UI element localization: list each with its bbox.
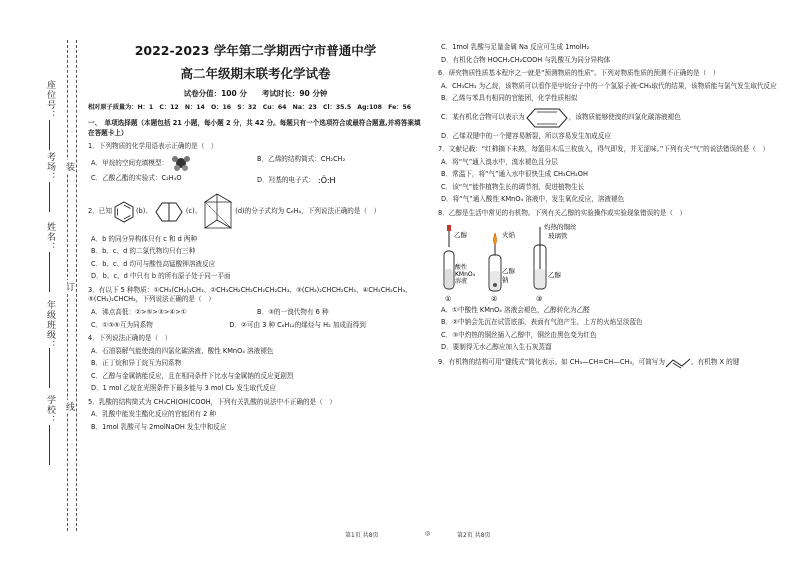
q6-option-c-text-pre: C．某有机化合物可以表示为 xyxy=(441,112,525,121)
question-8: 8．乙醇是生活中常见的有机物。下列有关乙醇的实验操作或实验现象错误的是（ ） xyxy=(438,209,687,218)
q8-option-c[interactable]: C．③中灼热的铜丝插入乙醇中，铜丝由黑色变为红色 xyxy=(441,330,597,339)
exam-room-field[interactable] xyxy=(49,182,50,212)
exam-title-line2: 高二年级期末联考化学试卷 xyxy=(180,66,331,82)
fig-label-sodium: 钠 xyxy=(502,275,509,284)
hydroxyl-electron-formula-icon xyxy=(317,174,339,186)
question-6: 6．研究物质性质基本程序之一就是“预测物质的性质”。下列对物质性质的预测不正确的是（ ） xyxy=(438,69,720,78)
name-label: 姓名： xyxy=(45,222,55,252)
ethanol-experiment-figure xyxy=(440,221,590,303)
q3-option-a[interactable]: A．沸点高低：②>⑤>③>④>① xyxy=(91,308,187,317)
page-footer-left: 第1页 共8页 xyxy=(345,532,379,539)
q5-option-c[interactable]: C．1mol 乳酸与足量金属 Na 反应可生成 1molH₂ xyxy=(441,43,590,51)
fig-label-acid-2: KMnO₄ xyxy=(455,270,476,278)
question-2 xyxy=(88,192,423,232)
right-column xyxy=(438,40,783,369)
fig-label-ethanol-2: 乙醇 xyxy=(502,266,515,275)
question-4: 4．下列说法正确的是（ ） xyxy=(88,334,172,343)
figure-sodium-setup xyxy=(489,233,501,291)
atomic-mass-line: 相对原子质量为：H：1 C：12 N：14 O：16 S：32 Cu：64 Na：23 Cl：35.5 Ag:108 Fe：56 xyxy=(88,104,412,112)
name-field[interactable] xyxy=(49,252,50,292)
q8-option-a[interactable]: A．①中酸性 KMnO₄ 溶液会褪色，乙醇转化为乙醛 xyxy=(441,305,590,314)
q4-option-c[interactable]: C．乙醇与金属钠能反应，且在相同条件下比水与金属钠的反应更剧烈 xyxy=(91,371,294,380)
q2-option-c[interactable]: C．b、c、d 均可与酸性高锰酸钾溶液反应 xyxy=(91,259,216,268)
section-heading: 一、 单项选择题（本题包括 21 小题，每小题 2 分，共 42 分。每题只有一个选项符合或最符合题意,并将答案填在答题卡上） xyxy=(88,119,421,137)
bind-word-zhuang: 装 xyxy=(64,162,74,171)
q8-option-b[interactable]: B．②中钠会先沉在试管底部，表面有气泡产生，上方的火焰呈淡蓝色 xyxy=(441,318,643,327)
fig-label-glass-tube: 玻璃管 xyxy=(548,231,568,240)
q6-option-c-text-post: ，该物质能够使溴的四氯化碳溶液褪色 xyxy=(568,112,681,121)
prismane-structure-icon xyxy=(201,192,235,232)
q2-text-b: (b)、 xyxy=(135,206,152,215)
methane-model-icon xyxy=(170,155,192,171)
q6-option-b[interactable]: B．乙烯与苯具有相同的官能团，化学性质相似 xyxy=(441,94,578,103)
fig-number-3: ③ xyxy=(536,294,543,303)
figure-copper-wire-setup xyxy=(534,227,546,289)
q2-option-d[interactable]: D．b、c、d 中只有 b 的所有原子处于同一平面 xyxy=(91,272,231,281)
question-1-options-ab xyxy=(91,155,423,171)
class-label: 年级班级： xyxy=(45,300,55,350)
seat-label: 座位号： xyxy=(45,80,55,120)
school-field[interactable] xyxy=(49,425,50,465)
dewar-benzene-structure-icon xyxy=(152,200,186,224)
q4-option-a[interactable]: A．石油裂解气能使溴的四氯化碳溶液、酸性 KMnO₄ 溶液褪色 xyxy=(91,346,274,355)
exam-title-line1: 2022-2023 学年第二学期西宁市普通中学 xyxy=(134,43,377,58)
question-1: 1．下列物质的化学用语表示正确的是（ ） xyxy=(88,142,218,151)
q7-option-c[interactable]: C．该“气”能作植物生长的调节剂，促进植物生长 xyxy=(441,182,585,191)
question-3-options-cd xyxy=(91,321,423,331)
q9-text-post: 。有机物 X 的键 xyxy=(691,357,740,366)
fig-label-hot-copper-wire: 灼热的铜丝 xyxy=(544,222,577,231)
q7-option-d[interactable]: D．将“气”通入酸性 KMnO₄ 溶液中，发生氧化反应，溶液褪色 xyxy=(441,195,625,204)
q2-text-c: (c)、 xyxy=(185,206,202,215)
q2-text-d: (d)的分子式均为 C₆H₆，下列说法正确的是（ ） xyxy=(235,206,381,215)
q6-option-c[interactable] xyxy=(441,107,783,129)
q1-option-c[interactable]: C．乙酸乙酯的实验式：C₂H₄O xyxy=(91,173,182,182)
bind-word-xian: 线 xyxy=(64,402,74,411)
skeletal-formula-icon xyxy=(665,357,691,369)
page-footer-right: 第2页 共8页 xyxy=(457,532,491,539)
fig-number-1: ① xyxy=(445,294,452,303)
question-1-options-cd xyxy=(91,174,423,186)
question-7: 7．文献记载：“红柿摘下未熟，每篮用木瓜三枚放入，得气即发，并无涩味。”下列有关“气”的说法错误的是（ ） xyxy=(438,145,770,154)
seat-field[interactable] xyxy=(49,120,50,150)
q2-option-a[interactable]: A．b 的同分异构体只有 c 和 d 两种 xyxy=(91,234,198,243)
q4-option-b[interactable]: B．正丁烷和异丁烷互为同系物 xyxy=(91,359,182,368)
q4-option-d[interactable]: D．1 mol 乙烷在光照条件下最多能与 3 mol Cl₂ 发生取代反应 xyxy=(91,384,276,393)
fig-label-ethanol-1: 乙醇 xyxy=(454,230,467,239)
bind-word-ding: 订 xyxy=(64,282,74,291)
q6-option-a[interactable]: A．CH₃CH₃ 为乙烷，该物质可以看作是甲烷分子中的一个氢原子被-CH₃取代的结果，该物质能与氯气发生取代反应 xyxy=(441,81,777,90)
q1-option-d[interactable] xyxy=(257,174,423,186)
class-field[interactable] xyxy=(49,348,50,388)
q3-option-d[interactable]: D．②可由 3 种 C₆H₁₂的烯烃与 H₂ 加成而得到 xyxy=(229,320,366,329)
q1-option-a-text: A．甲烷的空间充填模型： xyxy=(91,158,169,167)
figure-dropper-setup xyxy=(444,225,454,289)
q3-option-c[interactable]: C．①③⑤互为同系物 xyxy=(91,320,153,329)
q5-option-a[interactable]: A．乳酸中能发生酯化反应的官能团有 2 种 xyxy=(91,410,216,419)
benzene-structure-icon xyxy=(112,200,136,224)
q5-option-d[interactable]: D．有机化合物 HOCH₂CH₂COOH 与乳酸互为同分异构体 xyxy=(441,55,611,64)
q1-option-b[interactable]: B．乙烯的结构简式：CH₂CH₂ xyxy=(257,154,346,163)
q2-option-b[interactable]: B．b、c、d 的二氯代物均只有三种 xyxy=(91,247,196,256)
q7-option-b[interactable]: B．常温下，将“气”通入水中很快生成 CH₃CH₂OH xyxy=(441,170,588,179)
fig-label-acid-1: 酸性 xyxy=(455,263,468,271)
exam-info: 试卷分值：100 分 考试时长：90 分钟 xyxy=(183,89,328,99)
binding-margin xyxy=(0,0,80,561)
q1-option-a[interactable] xyxy=(91,155,257,171)
fig-label-ethanol-3: 乙醇 xyxy=(548,270,561,279)
exam-room-label: 考场： xyxy=(45,152,55,182)
question-5: 5．乳酸的结构简式为 CH₃CH(OH)COOH，下列有关乳酸的说法中不正确的是（ ） xyxy=(88,397,336,406)
svg-text::Ö:H: :Ö:H xyxy=(317,175,336,185)
q9-text-pre: 9．有机物的结构可用“键线式”简化表示。如 CH₃—CH=CH—CH₃，可简写为 xyxy=(438,357,666,366)
question-9 xyxy=(438,357,783,369)
fig-number-2: ② xyxy=(491,294,498,303)
q7-option-a[interactable]: A．将“气”通入溴水中，溴水褪色且分层 xyxy=(441,157,558,166)
fig-label-acid-3: 溶液 xyxy=(455,277,468,285)
question-3-options-ab xyxy=(91,308,423,318)
cyclohexadiene-structure-icon xyxy=(525,107,569,129)
q2-text-a: 2．已知 xyxy=(88,206,112,215)
left-column xyxy=(88,40,423,433)
fig-label-flame: 火焰 xyxy=(502,230,515,239)
q8-option-d[interactable]: D．要制得无水乙醇应加入生石灰蒸馏 xyxy=(441,343,552,352)
center-mark: ◎ xyxy=(425,530,431,537)
q3-option-b[interactable]: B．③的一溴代物有 6 种 xyxy=(257,308,329,317)
q5-option-b[interactable]: B．1mol 乳酸可与 2molNaOH 发生中和反应 xyxy=(91,422,227,431)
binding-dash-line-outer xyxy=(76,40,77,531)
q1-option-d-text: D．羟基的电子式： xyxy=(257,175,315,184)
question-3: 3．有以下 5 种物质：①CH₃(CH₂)₃CH₃、②CH₃CH₂CH₂CH₂CH₂CH₃、③(CH₃)₂CHCH₂CH₃、④CH₃CH₂CH₃、⑤(CH₃)₂CHCH₃，下列说法正确的是（ ） xyxy=(88,285,412,304)
school-label: 学校： xyxy=(45,395,55,425)
q6-option-d[interactable]: D．乙烯双键中的一个键容易断裂，所以容易发生加成反应 xyxy=(441,131,611,140)
